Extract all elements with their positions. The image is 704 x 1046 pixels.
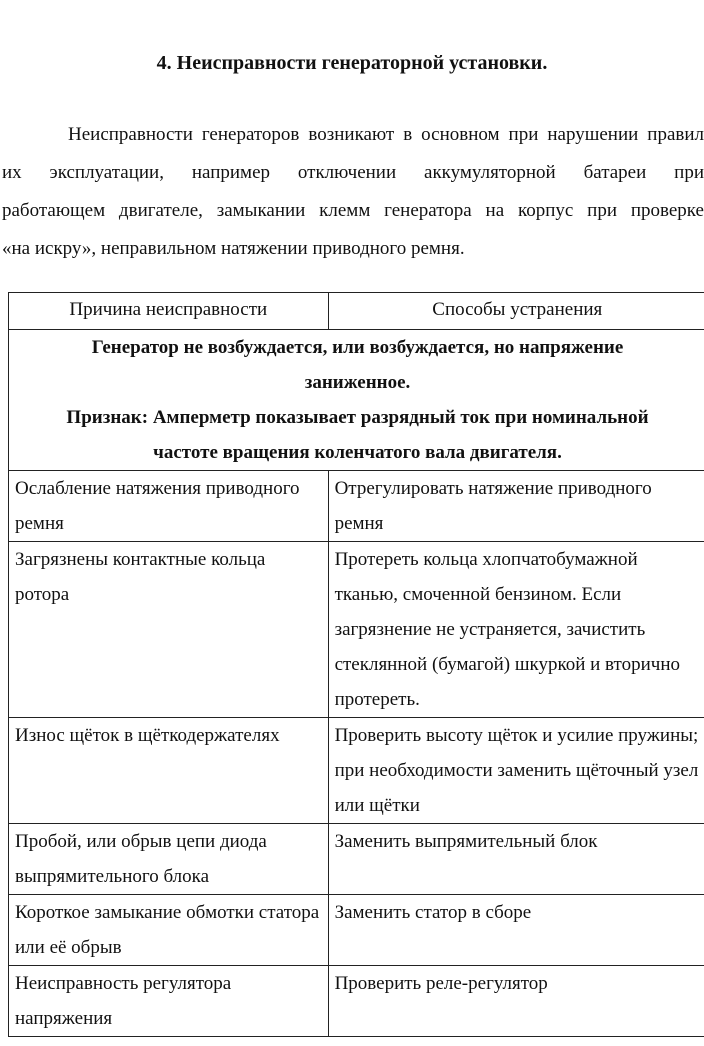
group-symptom-line: Признак: Амперметр показывает разрядный ток при номинальной bbox=[66, 407, 649, 428]
remedy-cell: Заменить статор в сборе bbox=[328, 895, 704, 966]
table-row bbox=[9, 895, 704, 966]
cause-cell: Загрязнены контактные кольца ротора bbox=[9, 542, 329, 718]
remedy-cell: Проверить реле-регулятор bbox=[328, 966, 704, 1037]
intro-line: работающем двигателе, замыкании клемм генератора на корпус при проверке bbox=[2, 200, 704, 221]
intro-line: Неисправности генераторов возникают в основном при нарушении правил bbox=[68, 124, 704, 145]
group-symptom-line: частоте вращения коленчатого вала двигателя. bbox=[153, 442, 562, 463]
header-remedy: Способы устранения bbox=[328, 293, 704, 330]
table-row bbox=[9, 471, 704, 542]
group-heading bbox=[9, 330, 704, 471]
cause-cell: Износ щёток в щёткодержателях bbox=[9, 718, 329, 824]
header-cause: Причина неисправности bbox=[9, 293, 329, 330]
remedy-cell: Отрегулировать натяжение приводного ремня bbox=[328, 471, 704, 542]
group-heading-line: заниженное. bbox=[304, 372, 411, 393]
group-row bbox=[9, 330, 704, 471]
cause-cell: Пробой, или обрыв цепи диода выпрямительного блока bbox=[9, 824, 329, 895]
table-header-row bbox=[9, 293, 704, 330]
intro-line: их эксплуатации, например отключении аккумуляторной батареи при bbox=[2, 162, 704, 183]
table-row bbox=[9, 824, 704, 895]
remedy-cell: Проверить высоту щёток и усилие пружины; при необходимости заменить щёточный узел или щётки bbox=[328, 718, 704, 824]
table-row bbox=[9, 966, 704, 1037]
table-row bbox=[9, 542, 704, 718]
intro-line: «на искру», неправильном натяжении приводного ремня. bbox=[2, 238, 465, 259]
cause-cell: Ослабление натяжения приводного ремня bbox=[9, 471, 329, 542]
table-row bbox=[9, 718, 704, 824]
faults-table bbox=[8, 292, 704, 1037]
page-title: 4. Неисправности генераторной установки. bbox=[156, 52, 548, 74]
group-heading-line: Генератор не возбуждается, или возбуждается, но напряжение bbox=[91, 337, 624, 358]
cause-cell: Неисправность регулятора напряжения bbox=[9, 966, 329, 1037]
remedy-cell: Протереть кольца хлопчатобумажной тканью, смоченной бензином. Если загрязнение не устраняется, зачистить стеклянной (бумагой) шкуркой и вторично протереть. bbox=[328, 542, 704, 718]
remedy-cell: Заменить выпрямительный блок bbox=[328, 824, 704, 895]
intro-paragraph bbox=[2, 116, 704, 268]
cause-cell: Короткое замыкание обмотки статора или её обрыв bbox=[9, 895, 329, 966]
